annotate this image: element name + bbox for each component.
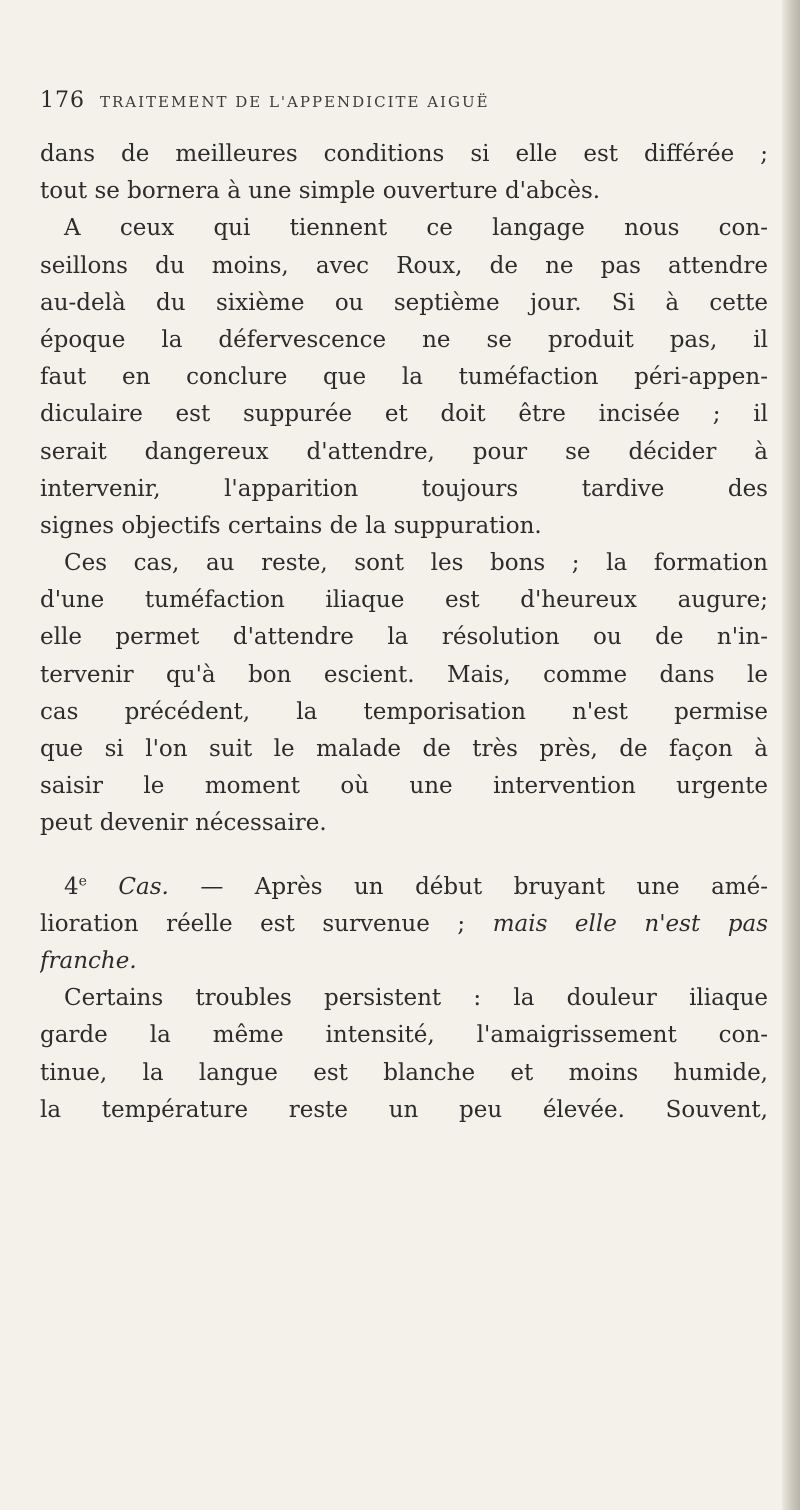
text-line: intervenir, l'apparition toujours tardive des [40, 475, 768, 502]
page-edge-shadow [782, 0, 800, 1510]
text-line: d'une tuméfaction iliaque est d'heureux augure; [40, 587, 768, 614]
text-line: cas précédent, la temporisation n'est permise [40, 698, 768, 725]
page-number: 176 [40, 88, 85, 113]
text-line: époque la défervescence ne se produit pas, il [40, 326, 768, 353]
text-line: au-delà du sixième ou septième jour. Si à cette [40, 289, 768, 316]
text-line [40, 943, 768, 980]
page-header [40, 88, 768, 132]
body-text [40, 136, 768, 1129]
case-italic-text: franche. [40, 947, 137, 974]
text-line: garde la même intensité, l'amaigrissement con- [40, 1022, 768, 1049]
case-number-suffix: e [78, 872, 87, 889]
case-label: Cas. [118, 873, 169, 900]
text-line: elle permet d'attendre la résolution ou de n'in- [40, 624, 768, 651]
text-line: faut en conclure que la tuméfaction péri-appen- [40, 364, 768, 391]
text-line [40, 906, 768, 943]
text-line: tervenir qu'à bon escient. Mais, comme dans le [40, 661, 768, 688]
book-page [40, 88, 768, 1129]
text-line: seillons du moins, avec Roux, de ne pas attendre [40, 252, 768, 279]
text-line: que si l'on suit le malade de très près, de façon à [40, 736, 768, 762]
case-text: — Après un début bruyant une amé- [200, 873, 768, 900]
text-line: dans de meilleures conditions si elle est différée ; [40, 141, 768, 167]
text-line: A ceux qui tiennent ce langage nous con- [64, 215, 768, 242]
text-line: peut devenir nécessaire. [40, 810, 327, 837]
text-line: saisir le moment où une intervention urgente [40, 773, 768, 800]
text-line: signes objectifs certains de la suppuration. [40, 512, 542, 539]
text-line: la température reste un peu élevée. Souvent, [40, 1096, 768, 1123]
case-text: lioration réelle est survenue ; [40, 910, 466, 937]
text-line: Certains troubles persistent : la douleur iliaque [64, 985, 768, 1012]
text-line: tinue, la langue est blanche et moins humide, [40, 1059, 768, 1086]
text-line: serait dangereux d'attendre, pour se décider à [40, 438, 768, 465]
running-head: TRAITEMENT DE L'APPENDICITE AIGUË [100, 93, 490, 111]
text-line: tout se bornera à une simple ouverture d'abcès. [40, 178, 601, 205]
case-number: 4 [64, 873, 79, 900]
text-line: Ces cas, au reste, sont les bons ; la formation [64, 550, 768, 577]
case-heading-line [40, 869, 768, 906]
section-gap [40, 843, 768, 869]
text-line: diculaire est suppurée et doit être incisée ; il [40, 401, 768, 428]
case-italic-text: mais elle n'est pas [492, 910, 768, 937]
